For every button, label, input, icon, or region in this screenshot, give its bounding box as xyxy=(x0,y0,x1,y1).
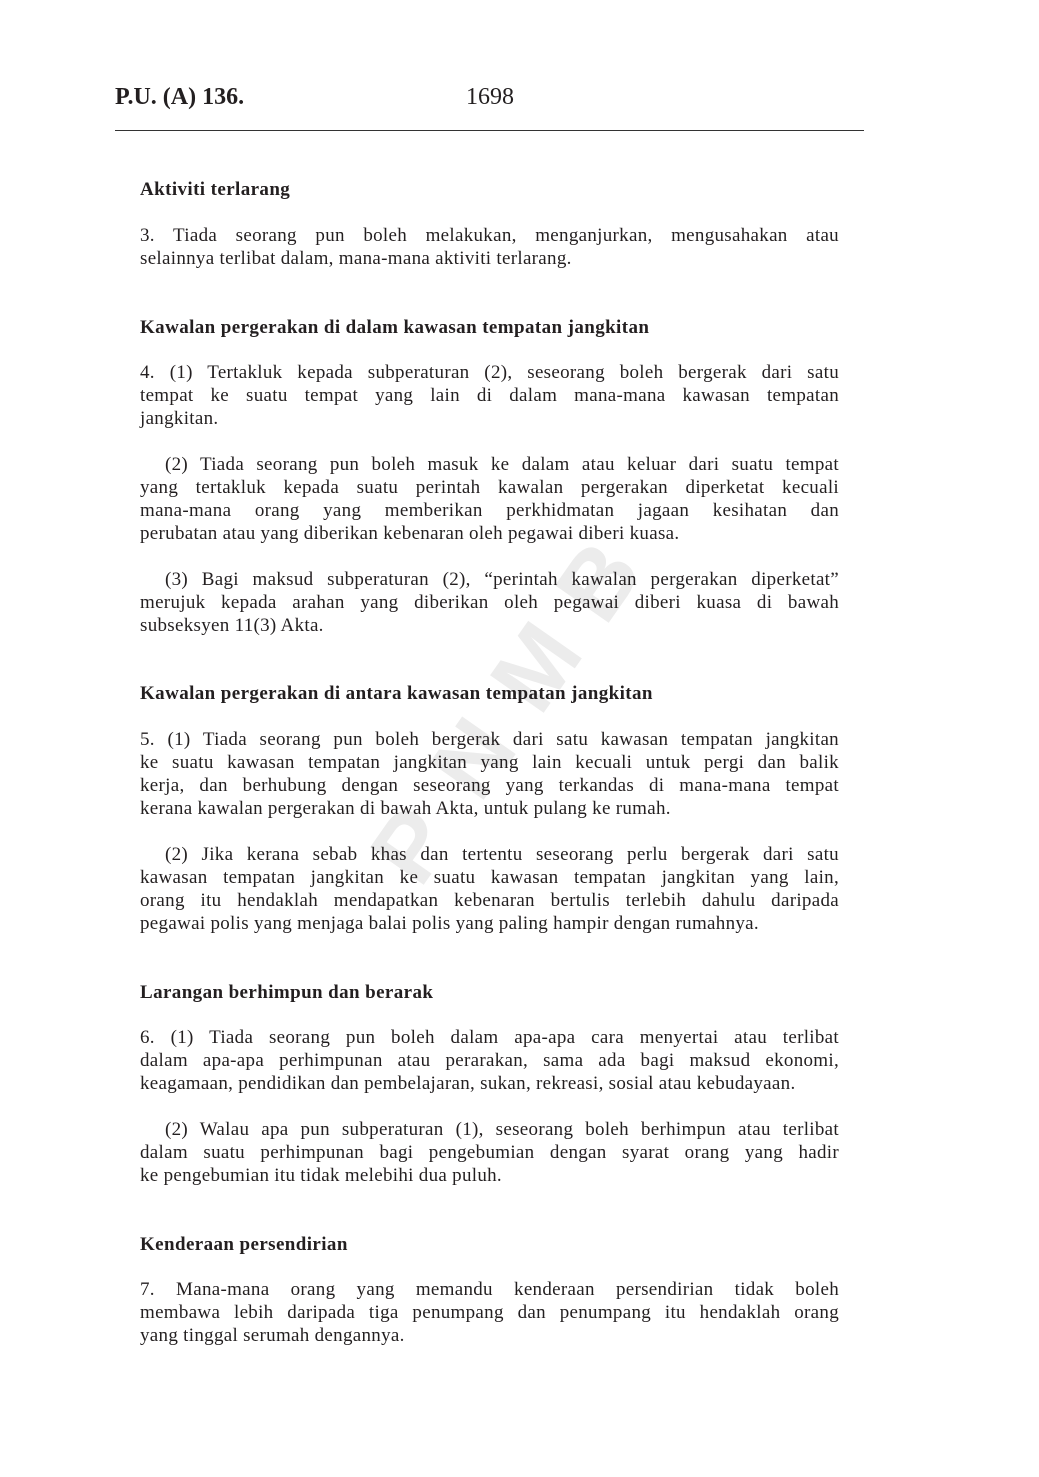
paragraph xyxy=(140,728,839,820)
text-line: (3) Bagi maksud subperaturan (2), “perintah kawalan pergerakan diperketat” xyxy=(165,569,839,590)
paragraph xyxy=(140,1026,839,1095)
text-line: tempat ke suatu tempat yang lain di dalam mana-mana kawasan tempatan xyxy=(140,385,839,406)
paragraph xyxy=(140,568,839,637)
svg-text:B: B xyxy=(535,523,662,641)
text-line: jangkitan. xyxy=(140,408,219,429)
text-line: (2) Tiada seorang pun boleh masuk ke dalam atau keluar dari suatu tempat xyxy=(165,454,839,475)
text-line: kerana kawalan pergerakan di bawah Akta, untuk pulang ke rumah. xyxy=(140,798,671,819)
text-line: perubatan atau yang diberikan kebenaran oleh pegawai diberi kuasa. xyxy=(140,523,680,544)
page-number: 1698 xyxy=(466,84,514,110)
paragraph xyxy=(140,843,839,935)
text-line: (2) Walau apa pun subperaturan (1), seseorang boleh berhimpun atau terlibat xyxy=(165,1119,839,1140)
text-line: ke suatu kawasan tempatan jangkitan yang lain kecuali untuk pergi dan balik xyxy=(140,752,839,773)
text-line: 7. Mana-mana orang yang memandu kenderaan persendirian tidak boleh xyxy=(140,1279,839,1300)
paragraph xyxy=(140,1278,839,1347)
text-line: (2) Jika kerana sebab khas dan tertentu seseorang perlu bergerak dari satu xyxy=(165,844,839,865)
text-line: dalam apa-apa perhimpunan atau perarakan, sama ada bagi maksud ekonomi, xyxy=(140,1050,839,1071)
paragraph xyxy=(140,361,839,430)
paragraph xyxy=(140,224,839,270)
text-line: 4. (1) Tertakluk kepada subperaturan (2), seseorang boleh bergerak dari satu xyxy=(140,362,839,383)
text-line: 5. (1) Tiada seorang pun boleh bergerak dari satu kawasan tempatan jangkitan xyxy=(140,729,839,750)
gazette-citation: P.U. (A) 136. xyxy=(115,84,245,110)
text-line: 6. (1) Tiada seorang pun boleh dalam apa-apa cara menyertai atau terlibat xyxy=(140,1027,839,1048)
text-line: 3. Tiada seorang pun boleh melakukan, menganjurkan, mengusahakan atau xyxy=(140,225,839,246)
text-line: yang tertakluk kepada suatu perintah kawalan pergerakan diperketat kecuali xyxy=(140,477,839,498)
text-line: keagamaan, pendidikan dan pembelajaran, sukan, rekreasi, sosial atau kebudayaan. xyxy=(140,1073,796,1094)
text-line: kerja, dan berhubung dengan seseorang yang terkandas di mana-mana tempat xyxy=(140,775,839,796)
paragraph xyxy=(140,1118,839,1187)
paragraph xyxy=(140,453,839,545)
text-line: membawa lebih daripada tiga penumpang dan penumpang itu hendaklah orang xyxy=(140,1302,839,1323)
svg-text:N: N xyxy=(410,700,537,818)
text-line: merujuk kepada arahan yang diberikan oleh pegawai diberi kuasa di bawah xyxy=(140,592,839,613)
text-line: ke pengebumian itu tidak melebihi dua puluh. xyxy=(140,1165,502,1186)
section-heading: Kawalan pergerakan di antara kawasan tempatan jangkitan xyxy=(140,683,653,704)
svg-text:P: P xyxy=(350,789,474,903)
svg-text:M: M xyxy=(470,604,603,731)
text-line: selainnya terlibat dalam, mana-mana aktiviti terlarang. xyxy=(140,248,572,269)
section-heading: Larangan berhimpun dan berarak xyxy=(140,982,434,1003)
text-line: mana-mana orang yang memberikan perkhidmatan jagaan kesihatan dan xyxy=(140,500,839,521)
section-heading: Aktiviti terlarang xyxy=(140,179,291,200)
text-line: kawasan tempatan jangkitan ke suatu kawasan tempatan jangkitan yang lain, xyxy=(140,867,839,888)
text-line: orang itu hendaklah mendapatkan kebenaran bertulis terlebih dahulu daripada xyxy=(140,890,839,911)
section-heading: Kenderaan persendirian xyxy=(140,1234,348,1255)
text-line: subseksyen 11(3) Akta. xyxy=(140,615,324,636)
text-line: yang tinggal serumah dengannya. xyxy=(140,1325,405,1346)
text-line: pegawai polis yang menjaga balai polis yang paling hampir dengan rumahnya. xyxy=(140,913,759,934)
text-line: dalam suatu perhimpunan bagi pengebumian dengan syarat orang yang hadir xyxy=(140,1142,839,1163)
header-divider xyxy=(115,130,864,131)
section-heading: Kawalan pergerakan di dalam kawasan tempatan jangkitan xyxy=(140,317,650,338)
